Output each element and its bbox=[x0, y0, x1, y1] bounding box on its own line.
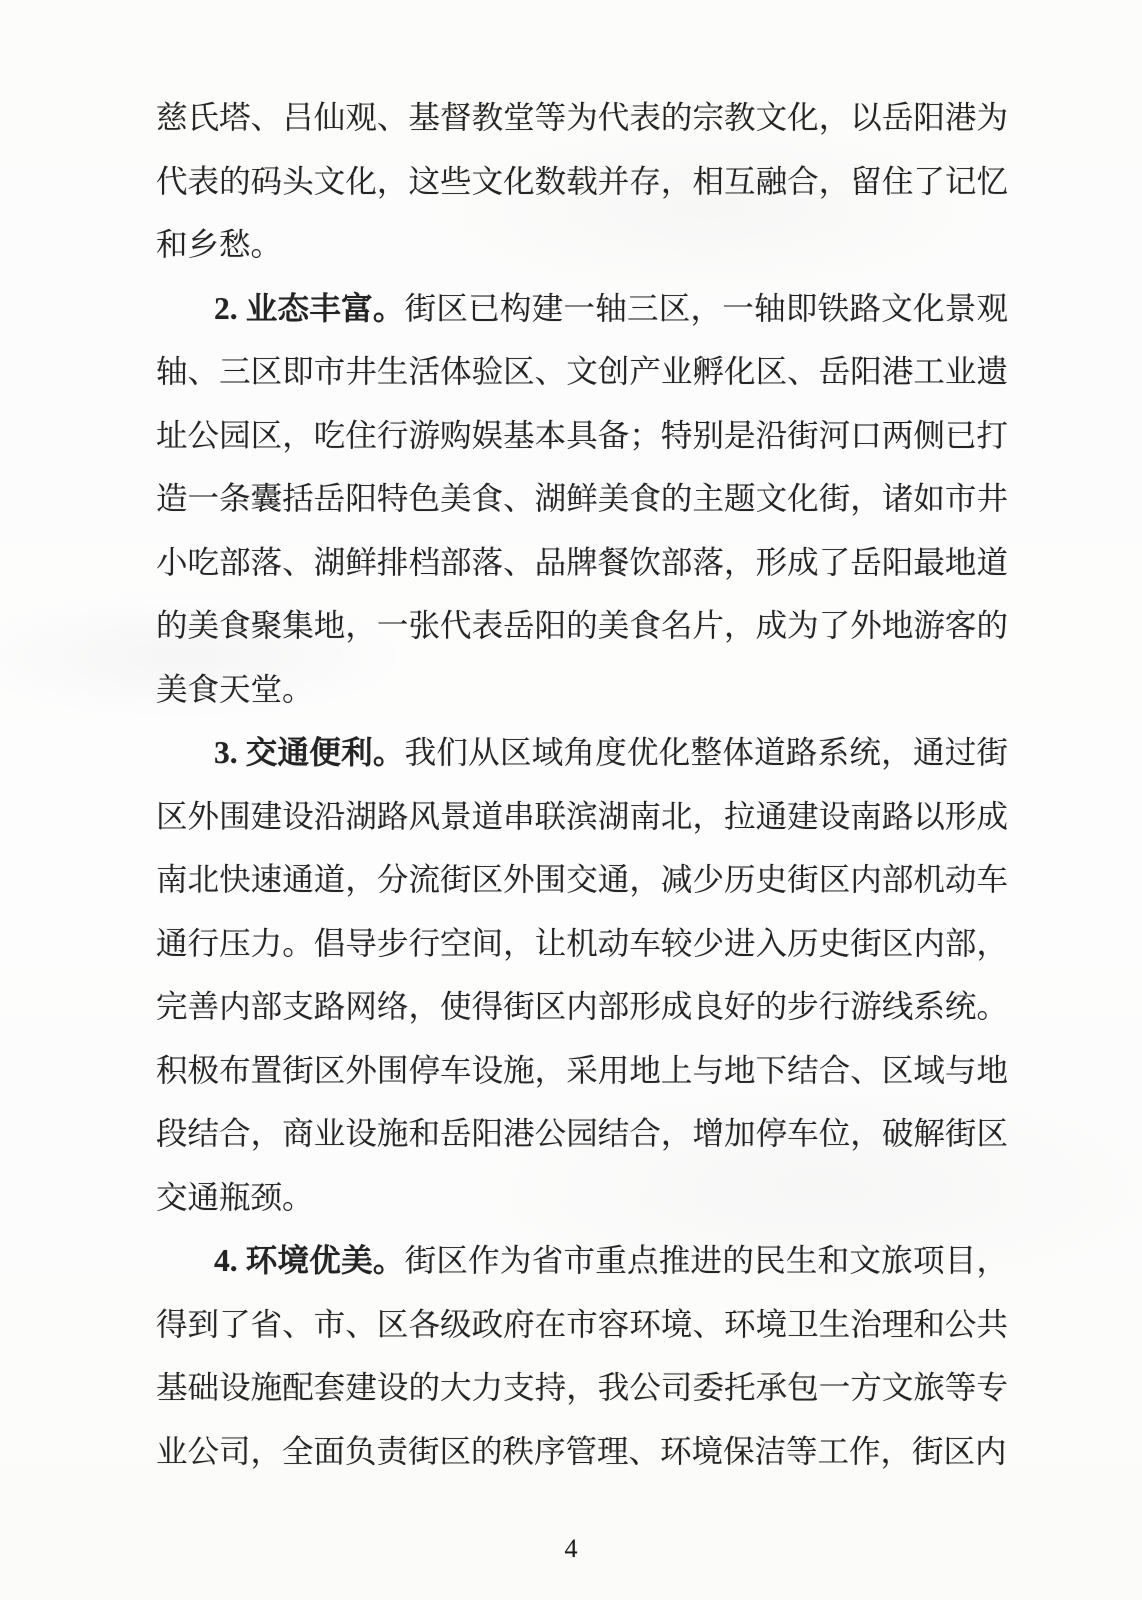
paragraph-religious-culture bbox=[156, 86, 1008, 277]
page-number: 4 bbox=[564, 1534, 578, 1563]
paragraph-business-variety bbox=[156, 277, 1008, 722]
paragraph-text: 街区作为省市重点推进的民生和文旅项目，得到了省、市、区各级政府在市容环境、环境卫生治理和公共基础设施配套建设的大力支持，我公司委托承包一方文旅等专业公司，全面负责街区的秩序管理、环境保洁等工作，街区内 bbox=[156, 1243, 1008, 1469]
paragraph-beautiful-environment bbox=[156, 1229, 1008, 1483]
paragraph-heading: 4. 环境优美。 bbox=[214, 1243, 405, 1278]
paragraph-heading: 2. 业态丰富。 bbox=[214, 290, 405, 326]
paragraph-text: 街区已构建一轴三区，一轴即铁路文化景观轴、三区即市井生活体验区、文创产业孵化区、岳阳港工业遗址公园区，吃住行游购娱基本具备；特别是沿街河口两侧已打造一条囊括岳阳特色美食、湖鲜美食的主题文化街，诸如市井小吃部落、湖鲜排档部落、品牌餐饮部落，形成了岳阳最地道的美食聚集地，一张代表岳阳的美食名片，成为了外地游客的美食天堂。 bbox=[156, 290, 1008, 707]
paragraph-convenient-traffic bbox=[156, 721, 1008, 1229]
paragraph-text: 慈氏塔、吕仙观、基督教堂等为代表的宗教文化，以岳阳港为代表的码头文化，这些文化数载并存，相互融合，留住了记忆和乡愁。 bbox=[156, 100, 1008, 262]
document-body bbox=[156, 86, 1008, 1483]
paragraph-heading: 3. 交通便利。 bbox=[214, 735, 405, 770]
paragraph-text: 我们从区域角度优化整体道路系统，通过街区外围建设沿湖路风景道串联滨湖南北，拉通建设南路以形成南北快速通道，分流街区外围交通，减少历史街区内部机动车通行压力。倡导步行空间，让机动车较少进入历史街区内部，完善内部支路网络，使得街区内部形成良好的步行游线系统。积极布置街区外围停车设施，采用地上与地下结合、区域与地段结合，商业设施和岳阳港公园结合，增加停车位，破解街区交通瓶颈。 bbox=[156, 735, 1008, 1215]
page-footer bbox=[0, 1534, 1142, 1564]
